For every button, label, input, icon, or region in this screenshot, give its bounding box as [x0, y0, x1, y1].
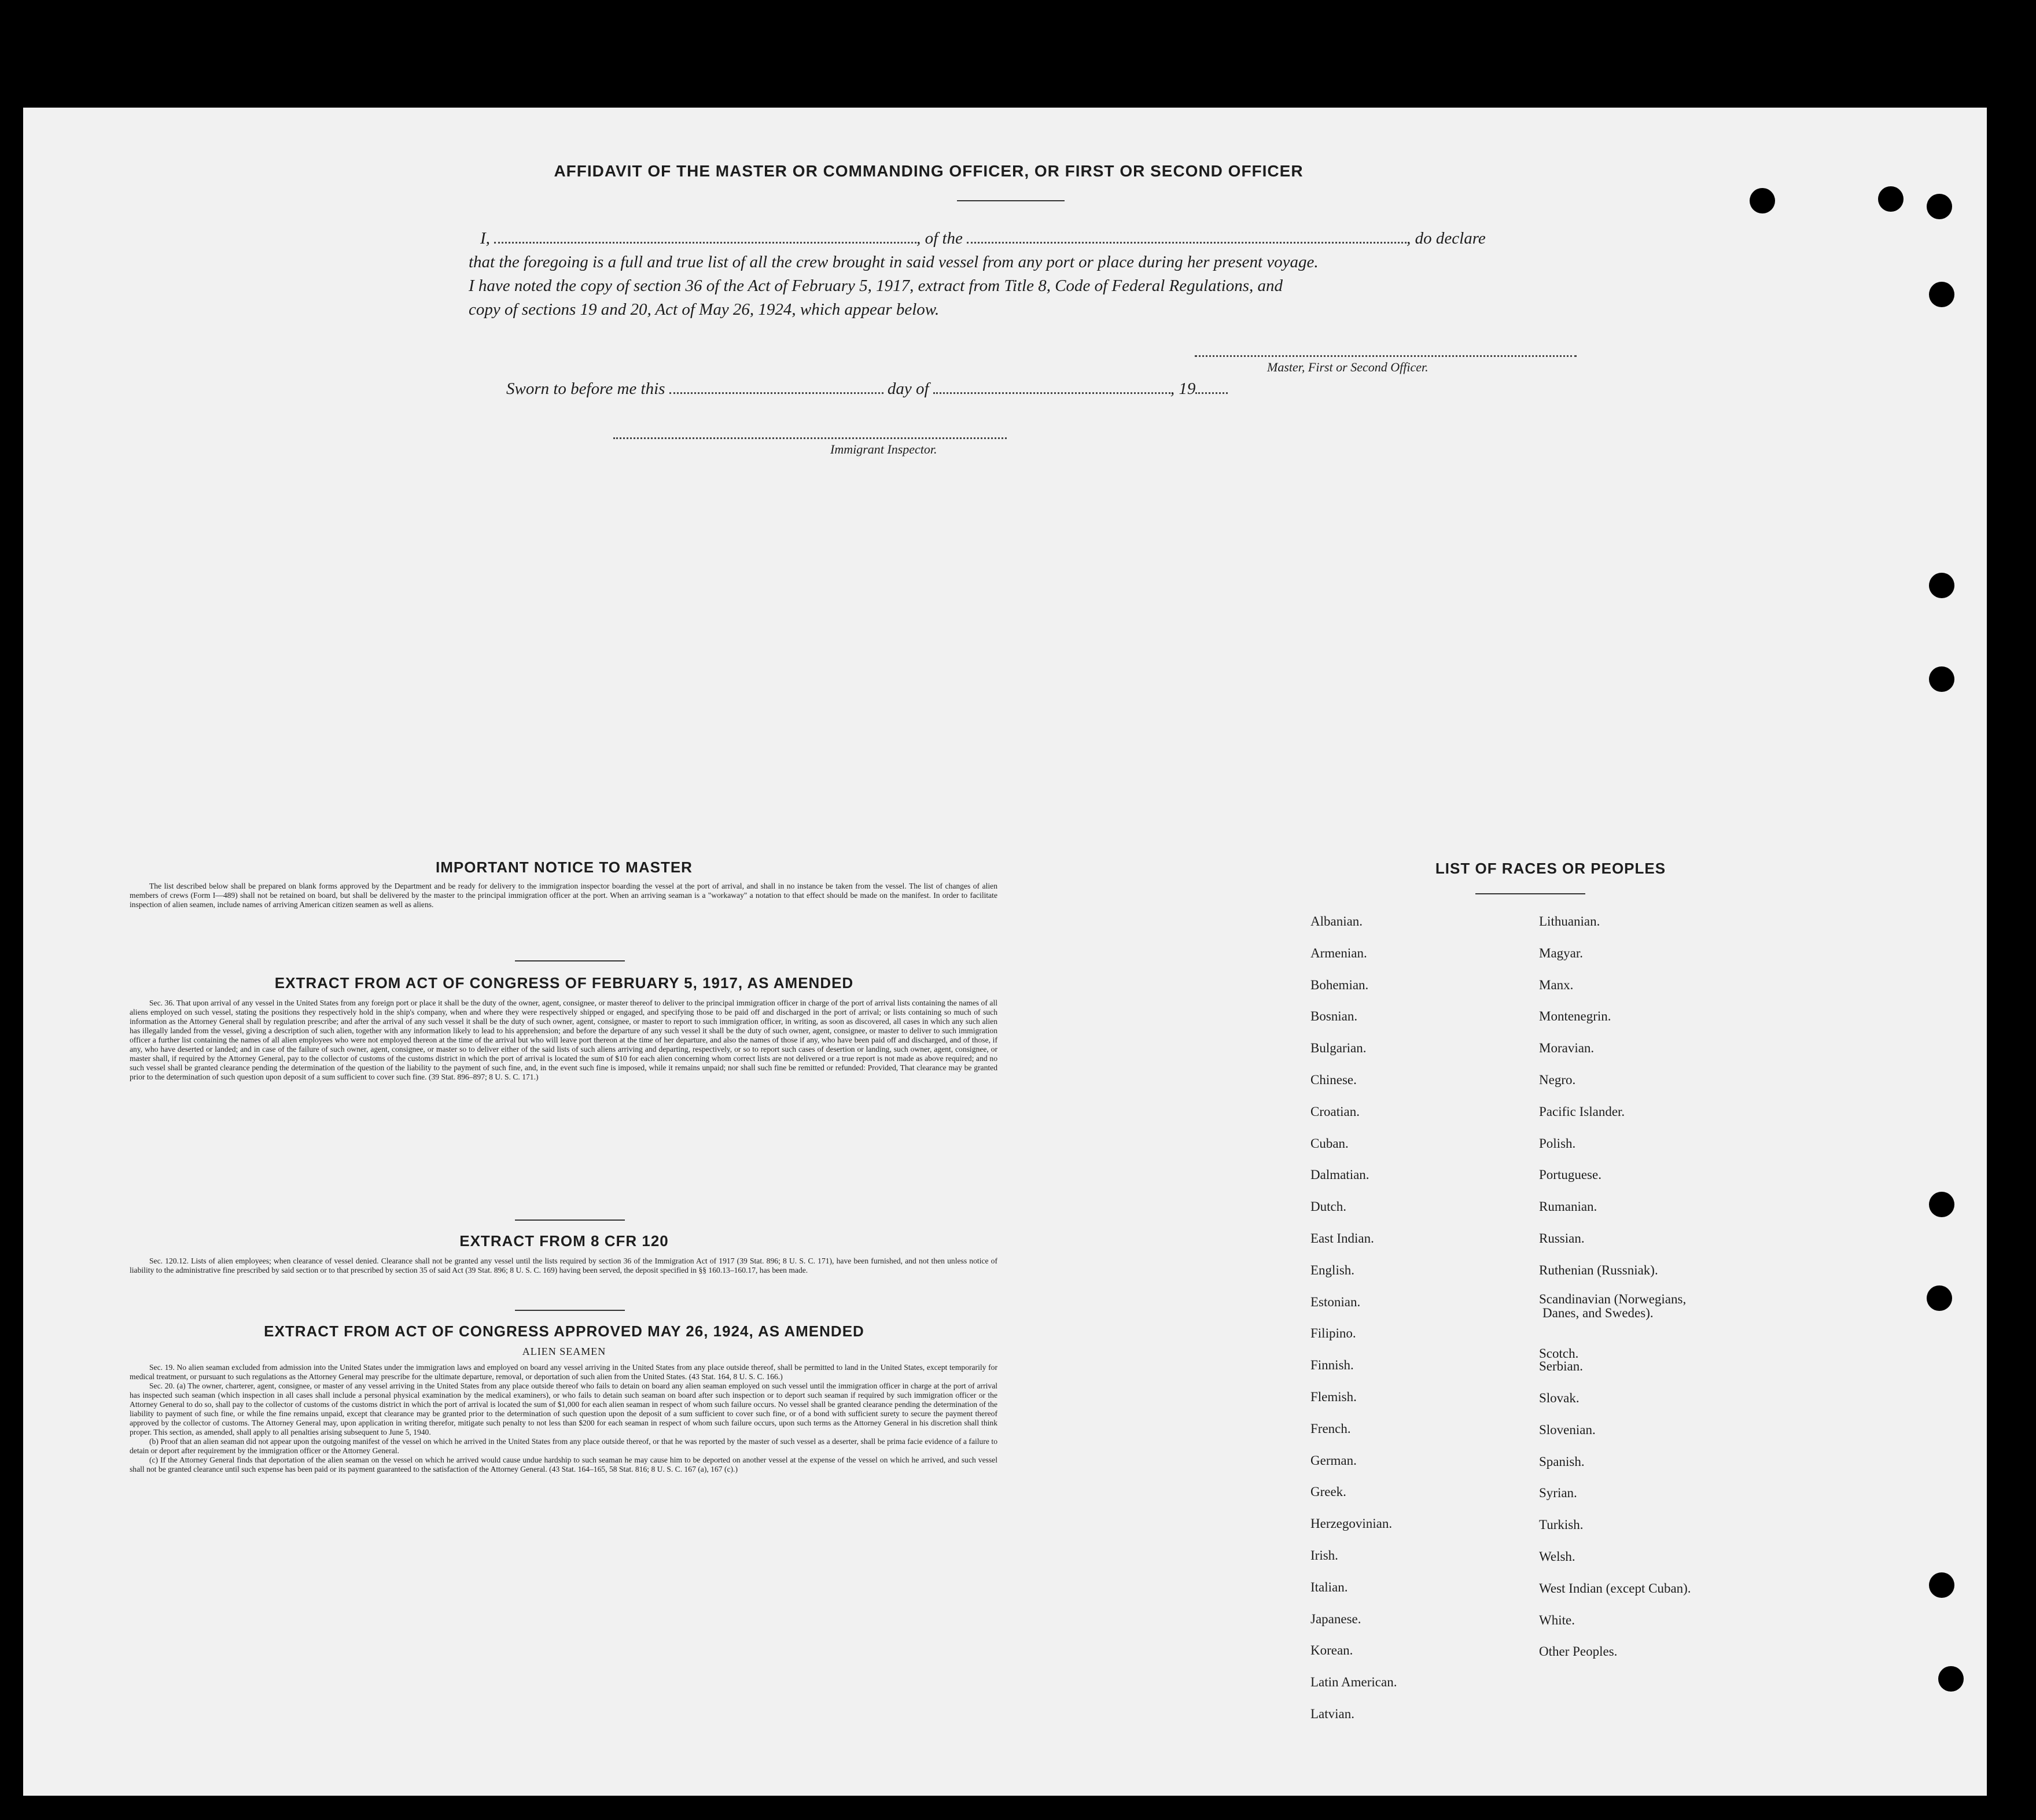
affidavit-line1 [480, 227, 1580, 250]
punch-hole [1927, 194, 1952, 219]
affidavit-title: AFFIDAVIT OF THE MASTER OR COMMANDING OFFICER, OR FIRST OR SECOND OFFICER [554, 162, 1304, 180]
race-item: Manx. [1539, 977, 1574, 992]
race-item: Korean. [1310, 1643, 1353, 1658]
extract-1924-title: EXTRACT FROM ACT OF CONGRESS APPROVED MAY 26, 1924, AS AMENDED [264, 1322, 864, 1340]
divider [515, 1220, 625, 1221]
race-item: Rumanian. [1539, 1199, 1597, 1214]
race-item: West Indian (except Cuban). [1539, 1580, 1691, 1596]
of-the-label: , of the [916, 229, 963, 248]
race-item: Latvian. [1310, 1707, 1354, 1721]
race-item: Ruthenian (Russniak). [1539, 1262, 1658, 1277]
affidavit-line2: that the foregoing is a full and true list of all the crew brought in said vessel from any port or place during her present voyage. [469, 253, 1319, 271]
race-item: Slovak. [1539, 1391, 1580, 1405]
punch-hole [1929, 573, 1954, 598]
punch-hole [1927, 1285, 1952, 1311]
punch-hole [1929, 1572, 1954, 1598]
race-item: Italian. [1310, 1579, 1348, 1594]
notice-text: The list described below shall be prepared on blank forms approved by the Department and be ready for delivery to the immigration inspector boarding the vessel at the port of arrival, and shall in no instance be taken from the vessel. The list of changes of alien members of crews (Form I—489) shall not be retained on board, but shall be delivered by the master to the principal immigration officer at the port. When an arriving seaman is a "workaway" a notation to that effect should be made on the manifest. In order to facilitate inspection of alien seamen, include names of arriving American citizen seamen as well as aliens. [130, 882, 997, 909]
race-item: Negro. [1539, 1073, 1576, 1087]
race-item: Portuguese. [1539, 1167, 1601, 1182]
extract-cfr-body [130, 1257, 997, 1275]
section-20b-text: (b) Proof that an alien seaman did not appear upon the outgoing manifest of the vessel on which he arrived in the United States from any place outside thereof, or that he was reported by the master of such vessel as a deserter, shall be prima facie evidence of a failure to detain or deport after requirement by the immigration officer or the Attorney General. [130, 1437, 997, 1455]
race-item: Croatian. [1310, 1104, 1360, 1119]
extract-cfr-title: EXTRACT FROM 8 CFR 120 [459, 1232, 669, 1250]
section-20a-text: Sec. 20. (a) The owner, charterer, agent, consignee, or master of any vessel arriving in the United States from any place outside thereof who fails to detain on board any alien seaman employed on such vessel until the immigration officer in charge at the port of arrival has inspected such seaman (which inspection in all cases shall include a personal physical examination by the medical examiners), or who fails to detain such seaman on board after such inspection or to deport such seaman if required by such immigration officer or the Attorney General to do so, shall pay to the collector of customs of the customs district in which the port of arrival is located the sum of $1,000 for each alien seaman in respect of whom such failure occurs. No vessel shall be granted clearance pending the determination of the liability to payment of such fine, or while the fine remains unpaid, except that clearance may be granted prior to the determination of such question upon the deposit of a sum sufficient to cover such fine, or of a bond with sufficient surety to secure the payment thereof approved by the collector of customs. The Attorney General may, upon application in writing therefor, mitigate such penalty to not less than $200 for each seaman in respect of whom such failure occurs, upon such terms as the Attorney General in his discretion shall think proper. This section, as amended, shall apply to all penalties arising subsequent to June 5, 1940. [130, 1381, 997, 1436]
i-label: I, [480, 229, 490, 248]
day-of-label: day of [887, 380, 929, 398]
race-item: East Indian. [1310, 1231, 1374, 1246]
race-item: Slovenian. [1539, 1422, 1596, 1437]
race-item: Montenegrin. [1539, 1009, 1611, 1024]
race-item: White. [1539, 1612, 1575, 1627]
race-item: Danes, and Swedes). [1542, 1305, 1654, 1320]
race-item: Serbian. [1539, 1359, 1584, 1374]
race-item: Magyar. [1539, 945, 1584, 960]
race-item: Irish. [1310, 1548, 1338, 1563]
name-blank[interactable] [494, 236, 916, 244]
notice-title: IMPORTANT NOTICE TO MASTER [436, 859, 693, 876]
punch-hole [1938, 1666, 1964, 1692]
race-item: Bohemian. [1310, 977, 1369, 992]
race-item: Dutch. [1310, 1199, 1346, 1214]
race-item: Chinese. [1310, 1073, 1357, 1087]
race-item: Albanian. [1310, 914, 1363, 929]
section-120-12-text: Sec. 120.12. Lists of alien employees; when clearance of vessel denied. Clearance shall not be granted any vessel until the lists required by section 36 of the Immigration Act of 1917 (39 Stat. 896; 8 U. S. C. 171), have been furnished, and not then unless notice of liability to the administrative fine prescribed by said section or to that prescribed by section 35 of said Act (39 Stat. 896; 8 U. S. C. 169) having been served, the deposit specified in §§ 160.13–160.17, has been made. [130, 1257, 997, 1274]
inspector-signature-label: Immigrant Inspector. [830, 442, 937, 456]
race-item: Flemish. [1310, 1390, 1357, 1404]
sworn-line [506, 377, 1606, 401]
race-item: Scotch. [1539, 1346, 1579, 1361]
race-item: German. [1310, 1453, 1357, 1468]
divider [515, 960, 625, 961]
race-item: Spanish. [1539, 1454, 1585, 1469]
punch-hole [1929, 1192, 1954, 1217]
alien-seamen-subtitle: ALIEN SEAMEN [522, 1346, 606, 1357]
race-item: Bulgarian. [1310, 1041, 1367, 1056]
race-item: Polish. [1539, 1136, 1576, 1151]
race-item: Cuban. [1310, 1136, 1349, 1151]
race-item: Armenian. [1310, 945, 1367, 960]
punch-hole [1929, 666, 1954, 692]
divider [957, 200, 1065, 201]
extract-1924-body [130, 1363, 997, 1474]
document-page [23, 108, 1987, 1796]
section-19-text: Sec. 19. No alien seaman excluded from admission into the United States under the immigration laws and employed on board any vessel arriving in the United States from any place outside thereof, shall be permitted to land in the United States, except temporarily for medical treatment, or pursuant to such regulations as the Attorney General may prescribe for the ultimate departure, removal, or deportation of such alien from the United States. (43 Stat. 164, 8 U. S. C. 166.) [130, 1363, 997, 1381]
section-20c-text: (c) If the Attorney General finds that deportation of the alien seaman on the vessel on which he arrived would cause undue hardship to such seaman he may cause him to be deported on another vessel at the expense of the vessel on which he arrived, and such vessel shall not be granted clearance until such expense has been paid or its payment guaranteed to the satisfaction of the Attorney General. (43 Stat. 164–165, 58 Stat. 816; 8 U. S. C. 167 (a), 167 (c).) [130, 1456, 997, 1473]
extract-1917-body [130, 999, 997, 1082]
divider [1475, 893, 1585, 894]
race-item: Herzegovinian. [1310, 1516, 1393, 1531]
race-item: Estonian. [1310, 1294, 1361, 1309]
sworn-day-blank[interactable] [669, 386, 883, 394]
race-item: Japanese. [1310, 1611, 1361, 1626]
affidavit-line4: copy of sections 19 and 20, Act of May 26, 1924, which appear below. [469, 300, 940, 319]
races-title: LIST OF RACES OR PEOPLES [1435, 860, 1666, 877]
sworn-label: Sworn to before me this [506, 380, 665, 398]
race-item: Moravian. [1539, 1041, 1595, 1056]
year-blank[interactable] [1195, 386, 1228, 394]
race-item: Syrian. [1539, 1486, 1577, 1501]
punch-hole [1929, 282, 1954, 307]
vessel-blank[interactable] [967, 236, 1407, 244]
race-item: Other Peoples. [1539, 1644, 1618, 1659]
race-item: Welsh. [1539, 1549, 1575, 1564]
notice-body [130, 882, 997, 909]
punch-hole [1878, 186, 1904, 212]
section-36-text: Sec. 36. That upon arrival of any vessel in the United States from any foreign port or place it shall be the duty of the owner, agent, consignee, or master thereof to deliver to the principal immigration officer in charge of the port of arrival lists containing the names of all aliens employed on such vessel, stating the positions they respectively hold in the ship's company, when and where they were respectively shipped or engaged, and specifying those to be paid off and discharged in the port of arrival; or lists containing so much of such information as the Attorney General shall by regulation prescribe; and after the arrival of any such vessel it shall be the duty of such owner, agent, consignee, or master to report to such immigration officer, in writing, as soon as discovered, all cases in which any such alien has illegally landed from the vessel, giving a description of such alien, together with any information likely to lead to his apprehension; and before the departure of any such vessel it shall be the duty of such owner, agent, consignee, or master to deliver to such immigration officer a further list containing the names of all alien employees who were not employed thereon at the time of the arrival but who will leave port thereon at the time of her departure, and also the names of those if any, who have been paid off and discharged, and of those, if any, who have deserted or landed; and in case of the failure of such owner, agent, consignee, or master so to deliver either of the said lists of such aliens arriving and departing, respectively, or so to report such cases of desertion or landing, such owner, agent, consignee, or master shall, if required by the Attorney General, pay to the collector of customs of the customs district in which the port of arrival is located the sum of $10 for each alien concerning whom correct lists are not delivered or a true report is not made as above required; and no such vessel shall be granted clearance pending the determination of the question of the liability to the payment of such fine, and, in the event such fine is imposed, while it remains unpaid; nor shall such fine be remitted or refunded: Provided, That clearance may be granted prior to the determination of such question upon deposit of a sum sufficient to cover such fine. (39 Stat. 896–897; 8 U. S. C. 171.) [130, 999, 997, 1081]
sworn-month-blank[interactable] [933, 386, 1170, 394]
race-item: Turkish. [1539, 1517, 1584, 1532]
race-item: Latin American. [1310, 1675, 1397, 1690]
race-item: English. [1310, 1262, 1355, 1277]
do-declare-label: , do declare [1407, 229, 1486, 248]
inspector-signature-line[interactable] [613, 432, 1007, 439]
race-item: Scandinavian (Norwegians, [1539, 1291, 1687, 1306]
race-item: Filipino. [1310, 1326, 1356, 1341]
race-item: Pacific Islander. [1539, 1104, 1625, 1119]
year-label: , 19 [1170, 380, 1196, 398]
divider [515, 1310, 625, 1311]
master-signature-label: Master, First or Second Officer. [1267, 360, 1428, 374]
punch-hole [1750, 188, 1775, 213]
race-item: Bosnian. [1310, 1009, 1358, 1024]
extract-1917-title: EXTRACT FROM ACT OF CONGRESS OF FEBRUARY 5, 1917, AS AMENDED [274, 974, 854, 992]
affidavit-line3: I have noted the copy of section 36 of the Act of February 5, 1917, extract from Title 8, Code of Federal Regulations, and [469, 277, 1283, 295]
race-item: Dalmatian. [1310, 1167, 1369, 1182]
race-item: Russian. [1539, 1231, 1585, 1246]
race-item: Greek. [1310, 1484, 1346, 1500]
race-item: French. [1310, 1421, 1351, 1436]
race-item: Lithuanian. [1539, 914, 1600, 929]
race-item: Finnish. [1310, 1358, 1354, 1373]
